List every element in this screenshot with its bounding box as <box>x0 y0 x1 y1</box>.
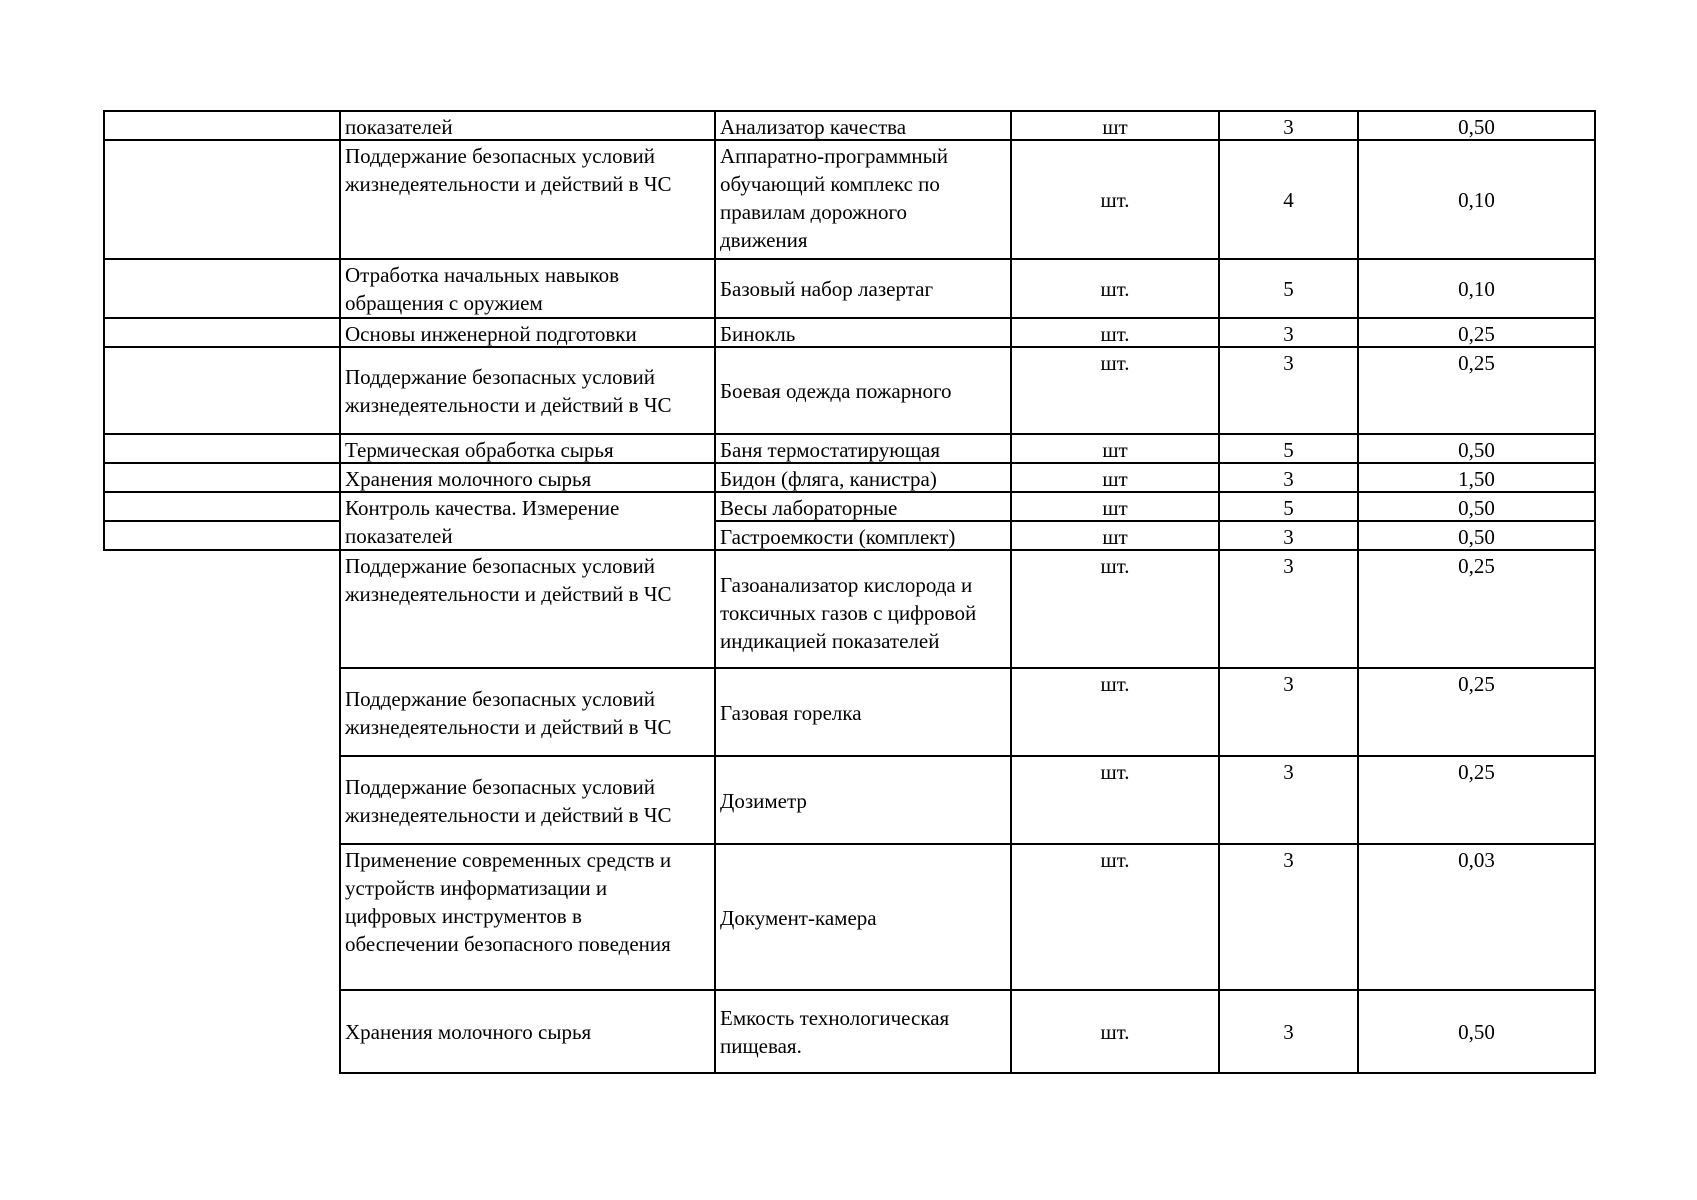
table-cell-item: Боевая одежда пожарного <box>714 346 1012 435</box>
table-cell-area: Поддержание безопасных условий жизнедеятельности и действий в ЧС <box>339 549 716 669</box>
table-cell-area: Хранения молочного сырья <box>339 462 716 493</box>
table-cell-blank <box>103 491 341 522</box>
table-cell-unit: шт <box>1010 110 1220 141</box>
table-cell-area: Поддержание безопасных условий жизнедеятельности и действий в ЧС <box>339 755 716 845</box>
table-cell-qty: 5 <box>1218 491 1359 522</box>
table-cell-norm: 0,25 <box>1357 549 1596 669</box>
table-cell-area: Применение современных средств и устройств информатизации и цифровых инструментов в обеспечении безопасного поведения <box>339 843 716 991</box>
table-cell-unit: шт. <box>1010 317 1220 348</box>
table-cell-qty: 3 <box>1218 346 1359 435</box>
table-cell-area: Отработка начальных навыков обращения с оружием <box>339 258 716 319</box>
table-cell-item: Анализатор качества <box>714 110 1012 141</box>
table-cell-qty: 3 <box>1218 110 1359 141</box>
table-cell-unit: шт <box>1010 491 1220 522</box>
table-cell-blank <box>103 258 341 319</box>
table-cell-norm: 0,25 <box>1357 667 1596 757</box>
table-cell-norm: 0,25 <box>1357 755 1596 845</box>
table-cell-item: Бинокль <box>714 317 1012 348</box>
table-cell-unit: шт. <box>1010 258 1220 319</box>
table-cell-qty: 4 <box>1218 139 1359 260</box>
table-cell-unit: шт. <box>1010 667 1220 757</box>
table-cell-qty: 3 <box>1218 520 1359 551</box>
table-cell-unit: шт. <box>1010 843 1220 991</box>
table-cell-qty: 3 <box>1218 549 1359 669</box>
table-cell-norm: 0,50 <box>1357 989 1596 1074</box>
table-cell-unit: шт. <box>1010 755 1220 845</box>
table-cell-unit: шт. <box>1010 346 1220 435</box>
table-cell-unit: шт <box>1010 433 1220 464</box>
table-cell-area: Контроль качества. Измерение показателей <box>339 491 716 551</box>
table-cell-item: Баня термостатирующая <box>714 433 1012 464</box>
table-cell-area: показателей <box>339 110 716 141</box>
table-cell-area: Поддержание безопасных условий жизнедеятельности и действий в ЧС <box>339 139 716 260</box>
table-cell-blank <box>103 462 341 493</box>
table-cell-blank <box>103 139 341 260</box>
table-cell-blank <box>103 520 341 551</box>
table-cell-norm: 0,25 <box>1357 317 1596 348</box>
table-cell-unit: шт. <box>1010 139 1220 260</box>
table-cell-qty: 5 <box>1218 258 1359 319</box>
table-cell-item: Документ-камера <box>714 843 1012 991</box>
table-cell-unit: шт <box>1010 520 1220 551</box>
table-cell-item: Весы лабораторные <box>714 491 1012 522</box>
table-cell-qty: 5 <box>1218 433 1359 464</box>
table-cell-area: Поддержание безопасных условий жизнедеятельности и действий в ЧС <box>339 667 716 757</box>
table-cell-blank <box>103 346 341 435</box>
table-cell-qty: 3 <box>1218 462 1359 493</box>
table-cell-unit: шт. <box>1010 989 1220 1074</box>
table-cell-norm: 0,50 <box>1357 110 1596 141</box>
table-cell-norm: 0,50 <box>1357 520 1596 551</box>
table-cell-norm: 0,25 <box>1357 346 1596 435</box>
table-cell-norm: 0,10 <box>1357 139 1596 260</box>
table-cell-qty: 3 <box>1218 989 1359 1074</box>
table-cell-norm: 0,10 <box>1357 258 1596 319</box>
table-cell-area: Основы инженерной подготовки <box>339 317 716 348</box>
table-cell-blank <box>103 317 341 348</box>
table-cell-qty: 3 <box>1218 667 1359 757</box>
table-cell-area: Хранения молочного сырья <box>339 989 716 1074</box>
table-cell-item: Базовый набор лазертаг <box>714 258 1012 319</box>
table-cell-area: Поддержание безопасных условий жизнедеятельности и действий в ЧС <box>339 346 716 435</box>
table-cell-item: Аппаратно-программный обучающий комплекс по правилам дорожного движения <box>714 139 1012 260</box>
table-cell-unit: шт. <box>1010 549 1220 669</box>
table-cell-area: Термическая обработка сырья <box>339 433 716 464</box>
table-cell-norm: 1,50 <box>1357 462 1596 493</box>
table-cell-unit: шт <box>1010 462 1220 493</box>
table-cell-item: Газовая горелка <box>714 667 1012 757</box>
table-cell-norm: 0,50 <box>1357 433 1596 464</box>
table-cell-item: Газоанализатор кислорода и токсичных газов с цифровой индикацией показателей <box>714 549 1012 669</box>
table-cell-norm: 0,03 <box>1357 843 1596 991</box>
table-cell-item: Емкость технологическая пищевая. <box>714 989 1012 1074</box>
table-cell-blank <box>103 433 341 464</box>
table-cell-qty: 3 <box>1218 755 1359 845</box>
table-cell-qty: 3 <box>1218 843 1359 991</box>
table-cell-qty: 3 <box>1218 317 1359 348</box>
table-cell-norm: 0,50 <box>1357 491 1596 522</box>
table-cell-blank <box>103 110 341 141</box>
table-cell-item: Бидон (фляга, канистра) <box>714 462 1012 493</box>
table-cell-item: Гастроемкости (комплект) <box>714 520 1012 551</box>
table-cell-item: Дозиметр <box>714 755 1012 845</box>
